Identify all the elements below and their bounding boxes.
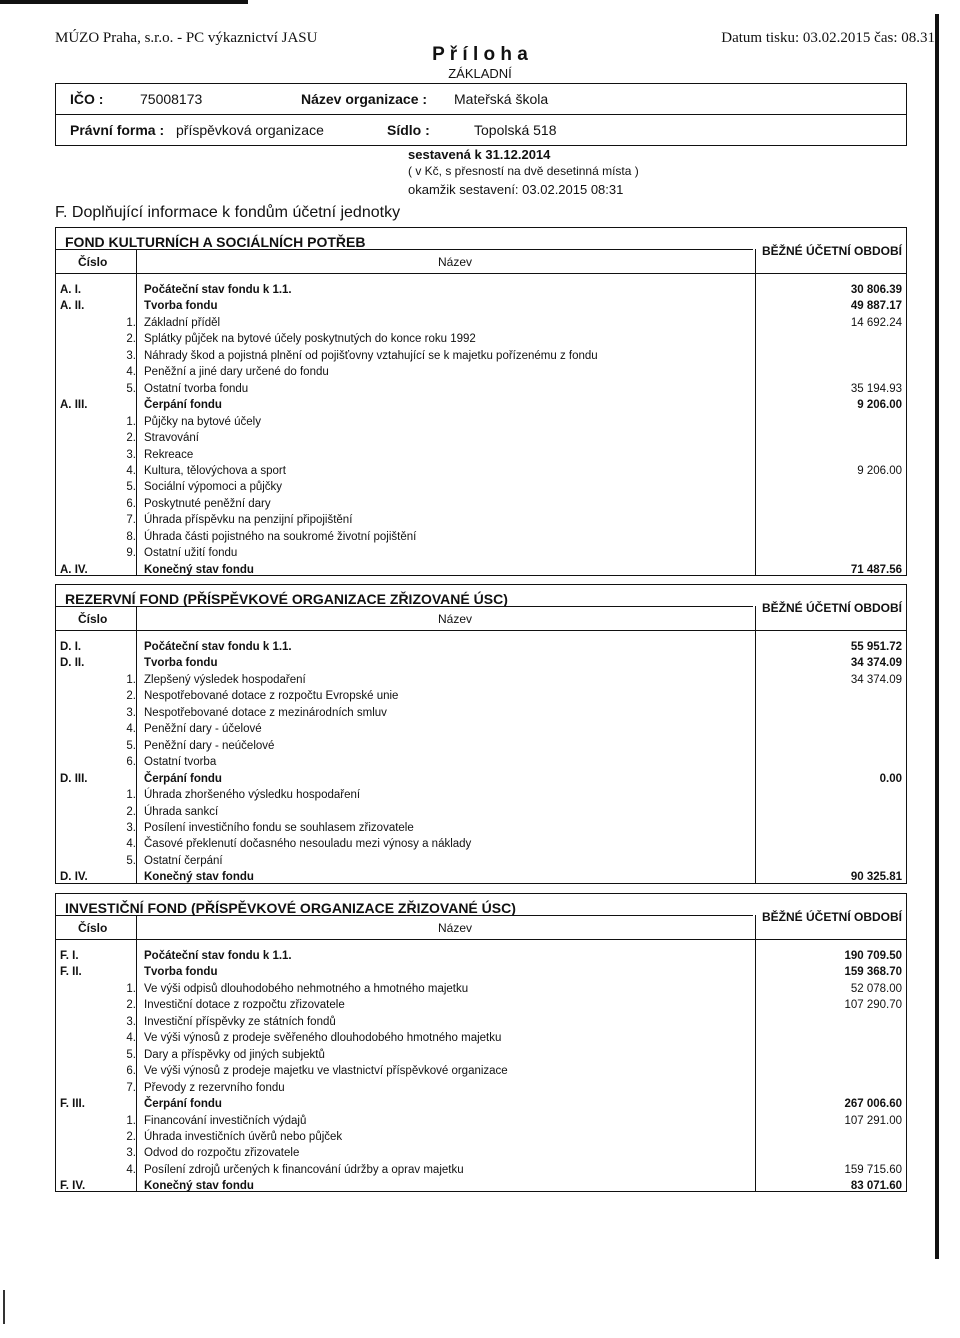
table-row	[56, 316, 906, 333]
row-name: Poskytnuté peněžní dary	[144, 497, 271, 510]
row-value: 14 692.24	[850, 316, 902, 329]
row-code: 1.	[126, 415, 136, 428]
period-header: BĚŽNÉ ÚČETNÍ OBDOBÍ	[761, 910, 902, 924]
table-row	[56, 689, 906, 706]
row-name: Ve výši odpisů dlouhodobého nehmotného a hmotného majetku	[144, 982, 469, 995]
row-code: 8.	[126, 530, 136, 543]
row-code: 4.	[126, 464, 136, 477]
title-divider	[56, 249, 753, 250]
row-name: Posílení investičního fondu se souhlasem zřizovatele	[144, 821, 414, 834]
row-name: Investiční dotace z rozpočtu zřizovatele	[144, 999, 345, 1012]
fund-title: REZERVNÍ FOND (PŘÍSPĚVKOVÉ ORGANIZACE ZŘIZOVANÉ ÚSC)	[65, 591, 508, 607]
row-code: 1.	[126, 789, 136, 802]
table-row	[56, 998, 906, 1015]
row-code: D. IV.	[60, 871, 88, 884]
row-code: 6.	[126, 497, 136, 510]
table-row	[56, 1114, 906, 1131]
row-code: 2.	[126, 999, 136, 1012]
row-value: 90 325.81	[850, 871, 902, 884]
page-subtitle: ZÁKLADNÍ	[448, 66, 512, 81]
header-divider	[56, 273, 906, 274]
compiled-moment: okamžik sestavení: 03.02.2015 08:31	[408, 182, 624, 197]
row-value: 107 290.70	[844, 999, 902, 1012]
row-name: Tvorba fondu	[144, 300, 218, 313]
page-title: P ř í l o h a	[432, 44, 528, 65]
row-name: Nespotřebované dotace z rozpočtu Evropské unie	[144, 690, 399, 703]
row-code: 5.	[126, 854, 136, 867]
row-name: Peněžní dary - neúčelové	[144, 739, 275, 752]
row-name: Převody z rezervního fondu	[144, 1081, 285, 1094]
section-title: F. Doplňující informace k fondům účetní jednotky	[55, 204, 401, 221]
fund-title: FOND KULTURNÍCH A SOCIÁLNÍCH POTŘEB	[65, 234, 366, 250]
ico-value: 75008173	[140, 91, 203, 107]
row-code: 2.	[126, 432, 136, 445]
table-row	[56, 398, 906, 415]
row-code: 5.	[126, 481, 136, 494]
row-code: D. II.	[60, 657, 85, 670]
row-name: Čerpání fondu	[144, 399, 222, 412]
row-code: 5.	[126, 382, 136, 395]
table-row	[56, 965, 906, 982]
row-name: Splátky půjček na bytové účely poskytnutých do konce roku 1992	[144, 333, 476, 346]
row-value: 159 715.60	[844, 1163, 902, 1176]
row-code: 3.	[126, 1015, 136, 1028]
seat-value: Topolská 518	[474, 122, 557, 138]
row-name: Nespotřebované dotace z mezinárodních smluv	[144, 706, 387, 719]
table-row	[56, 1130, 906, 1147]
table-row	[56, 1081, 906, 1098]
title-divider	[56, 606, 753, 607]
form-label: Právní forma :	[70, 122, 165, 138]
row-code: 1.	[126, 673, 136, 686]
seat-label: Sídlo :	[387, 122, 430, 138]
row-name: Úhrada sankcí	[144, 805, 219, 818]
row-code: 2.	[126, 805, 136, 818]
row-code: F. I.	[60, 950, 79, 962]
row-value: 55 951.72	[850, 641, 902, 653]
row-code: 6.	[126, 1065, 136, 1078]
org-label: Název organizace :	[301, 91, 428, 107]
row-code: A. II.	[60, 300, 85, 313]
row-code: 3.	[126, 349, 136, 362]
row-name: Počáteční stav fondu k 1.1.	[144, 284, 292, 296]
header-divider	[56, 630, 906, 631]
row-code: 5.	[126, 739, 136, 752]
row-name: Tvorba fondu	[144, 657, 218, 670]
row-code: 3.	[126, 1147, 136, 1160]
row-code: 3.	[126, 821, 136, 834]
compiled-date: sestavená k 31.12.2014	[408, 147, 551, 162]
organization-box	[55, 83, 907, 115]
row-value: 267 006.60	[844, 1098, 902, 1111]
col-header-nazev: Název	[438, 612, 473, 626]
row-name: Úhrada části pojistného na soukromé životní pojištění	[144, 530, 417, 543]
row-value: 190 709.50	[844, 950, 902, 962]
table-row	[56, 949, 906, 966]
row-code: 3.	[126, 706, 136, 719]
table-row	[56, 546, 906, 563]
period-header: BĚŽNÉ ÚČETNÍ OBDOBÍ	[761, 601, 902, 615]
row-value: 107 291.00	[844, 1114, 902, 1127]
table-row	[56, 415, 906, 432]
table-row	[56, 673, 906, 690]
form-value: příspěvková organizace	[176, 122, 324, 138]
row-value: 9 206.00	[857, 464, 902, 477]
row-code: A. III.	[60, 399, 88, 412]
row-code: 7.	[126, 1081, 136, 1094]
fund-kulturni-table	[55, 227, 907, 576]
row-name: Stravování	[144, 432, 199, 445]
table-row	[56, 382, 906, 399]
left-scan-mark	[3, 1290, 5, 1324]
row-value: 159 368.70	[844, 966, 902, 979]
row-value: 49 887.17	[850, 300, 902, 313]
row-name: Ostatní čerpání	[144, 854, 223, 867]
row-name: Tvorba fondu	[144, 966, 218, 979]
row-code: F. II.	[60, 966, 82, 979]
row-value: 34 374.09	[850, 657, 902, 670]
table-row	[56, 1031, 906, 1048]
row-name: Počáteční stav fondu k 1.1.	[144, 641, 292, 653]
table-row	[56, 640, 906, 657]
row-code: 4.	[126, 838, 136, 851]
table-row	[56, 755, 906, 772]
row-name: Rekreace	[144, 448, 194, 461]
row-value: 30 806.39	[850, 284, 902, 296]
row-name: Úhrada příspěvku na penzijní připojištění	[144, 514, 353, 527]
row-value: 35 194.93	[850, 382, 902, 395]
legal-form-box	[55, 114, 907, 146]
table-row	[56, 805, 906, 822]
table-row	[56, 722, 906, 739]
row-code: F. IV.	[60, 1180, 86, 1193]
col-header-nazev: Název	[438, 921, 473, 935]
row-name: Odvod do rozpočtu zřizovatele	[144, 1147, 300, 1160]
table-row	[56, 772, 906, 789]
row-value: 9 206.00	[857, 399, 902, 412]
row-name: Posílení zdrojů určených k financování údržby a oprav majetku	[144, 1163, 464, 1176]
table-row	[56, 982, 906, 999]
row-code: 4.	[126, 1163, 136, 1176]
table-row	[56, 513, 906, 530]
row-name: Investiční příspěvky ze státních fondů	[144, 1015, 336, 1028]
table-row	[56, 464, 906, 481]
table-row	[56, 349, 906, 366]
row-value: 34 374.09	[850, 673, 902, 686]
row-code: 4.	[126, 366, 136, 379]
fund-title: INVESTIČNÍ FOND (PŘÍSPĚVKOVÉ ORGANIZACE ZŘIZOVANÉ ÚSC)	[65, 900, 516, 916]
top-rule	[0, 0, 248, 4]
table-row	[56, 706, 906, 723]
table-row	[56, 431, 906, 448]
row-name: Sociální výpomoci a půjčky	[144, 481, 283, 494]
row-name: Časové překlenutí dočasného nesouladu mezi výnosy a náklady	[144, 838, 472, 851]
right-border-bar	[935, 14, 939, 1259]
row-name: Ostatní tvorba	[144, 756, 217, 769]
row-code: 1.	[126, 316, 136, 329]
row-value: 0.00	[879, 772, 902, 785]
row-name: Náhrady škod a pojistná plnění od pojišťovny vztahující se k majetku pořízenému z fondu	[144, 349, 598, 362]
col-header-nazev: Název	[438, 255, 473, 269]
org-value: Mateřská škola	[454, 91, 549, 107]
row-name: Konečný stav fondu	[144, 1180, 254, 1193]
row-name: Financování investičních výdajů	[144, 1114, 307, 1127]
fund-investicni-table	[55, 893, 907, 1192]
row-name: Peněžní dary - účelové	[144, 723, 262, 736]
row-name: Ve výši výnosů z prodeje svěřeného dlouhodobého hmotného majetku	[144, 1032, 502, 1045]
row-name: Čerpání fondu	[144, 772, 222, 785]
row-name: Počáteční stav fondu k 1.1.	[144, 950, 292, 962]
row-name: Dary a příspěvky od jiných subjektů	[144, 1048, 325, 1061]
row-code: 4.	[126, 1032, 136, 1045]
row-code: 2.	[126, 333, 136, 346]
fund-rezervni-table	[55, 584, 907, 884]
table-row	[56, 448, 906, 465]
row-name: Ve výši výnosů z prodeje majetku ve vlastnictví příspěvkové organizace	[144, 1065, 508, 1078]
table-row	[56, 365, 906, 382]
table-row	[56, 530, 906, 547]
row-code: 4.	[126, 723, 136, 736]
row-name: Úhrada investičních úvěrů nebo půjček	[144, 1130, 343, 1143]
row-name: Úhrada zhoršeného výsledku hospodaření	[144, 789, 361, 802]
row-name: Čerpání fondu	[144, 1098, 222, 1111]
table-row	[56, 283, 906, 300]
col-header-cislo: Číslo	[78, 921, 108, 935]
row-name: Konečný stav fondu	[144, 563, 254, 576]
row-value: 71 487.56	[850, 563, 902, 576]
row-code: 1.	[126, 982, 136, 995]
row-code: 2.	[126, 1130, 136, 1143]
row-code: 7.	[126, 514, 136, 527]
table-row	[56, 1163, 906, 1180]
title-divider	[56, 915, 753, 916]
period-header: BĚŽNÉ ÚČETNÍ OBDOBÍ	[761, 244, 902, 258]
row-name: Půjčky na bytové účely	[144, 415, 261, 428]
row-code: A. IV.	[60, 563, 88, 576]
row-name: Základní příděl	[144, 316, 221, 329]
row-code: F. III.	[60, 1098, 85, 1111]
row-code: D. III.	[60, 772, 88, 785]
row-code: 1.	[126, 1114, 136, 1127]
table-row	[56, 656, 906, 673]
table-row	[56, 480, 906, 497]
table-row	[56, 1015, 906, 1032]
row-code: A. I.	[60, 284, 82, 296]
table-row	[56, 788, 906, 805]
table-row	[56, 299, 906, 316]
row-name: Peněžní a jiné dary určené do fondu	[144, 366, 329, 379]
row-name: Zlepšený výsledek hospodaření	[144, 673, 306, 686]
row-name: Ostatní tvorba fondu	[144, 382, 249, 395]
row-value: 52 078.00	[850, 982, 902, 995]
precision-note: ( v Kč, s přesností na dvě desetinná místa )	[408, 164, 639, 178]
row-code: 3.	[126, 448, 136, 461]
header-divider	[56, 939, 906, 940]
row-name: Ostatní užití fondu	[144, 547, 238, 560]
row-name: Konečný stav fondu	[144, 871, 254, 884]
row-code: 6.	[126, 756, 136, 769]
table-row	[56, 837, 906, 854]
row-code: 2.	[126, 690, 136, 703]
table-row	[56, 1097, 906, 1114]
table-row	[56, 563, 906, 580]
row-code: D. I.	[60, 641, 82, 653]
table-row	[56, 1146, 906, 1163]
col-header-cislo: Číslo	[78, 255, 108, 269]
table-row	[56, 497, 906, 514]
row-code: 5.	[126, 1048, 136, 1061]
ico-label: IČO :	[70, 91, 104, 107]
table-row	[56, 1048, 906, 1065]
table-row	[56, 870, 906, 887]
print-date: Datum tisku: 03.02.2015 čas: 08.31	[721, 30, 935, 46]
row-name: Kultura, tělovýchova a sport	[144, 464, 286, 477]
col-header-cislo: Číslo	[78, 612, 108, 626]
table-row	[56, 332, 906, 349]
company-name: MÚZO Praha, s.r.o. - PC výkaznictví JASU	[55, 30, 318, 46]
row-code: 9.	[126, 547, 136, 560]
table-row	[56, 1064, 906, 1081]
table-row	[56, 739, 906, 756]
table-row	[56, 1179, 906, 1196]
table-row	[56, 854, 906, 871]
table-row	[56, 821, 906, 838]
row-value: 83 071.60	[850, 1180, 902, 1193]
